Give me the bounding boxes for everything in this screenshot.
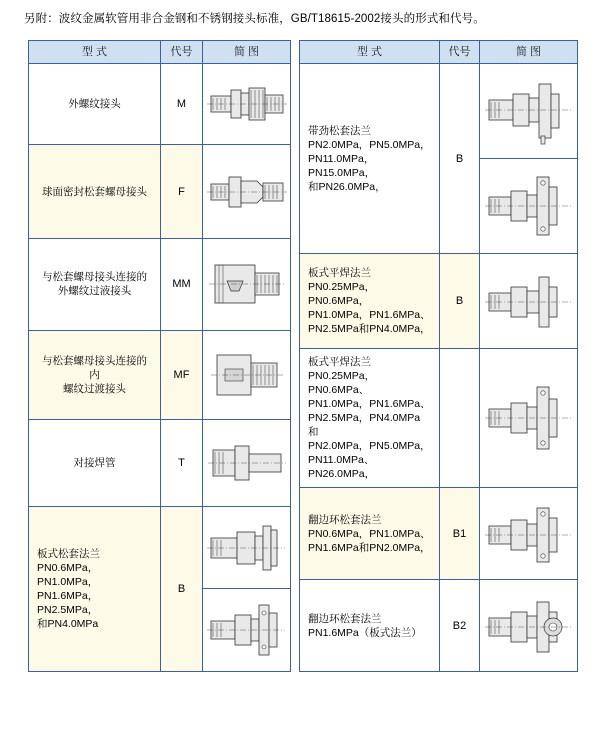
- row-type-cell: 翻边环松套法兰 PN1.6MPa（板式法兰）: [300, 580, 440, 672]
- header-type: 型 式: [29, 41, 161, 64]
- row-type-cell: 与松套螺母接头连接的内 螺纹过渡接头: [29, 330, 161, 420]
- row-type-cell: 板式平焊法兰 PN0.25MPa，PN0.6MPa， PN1.0MPa，PN1.6MPa、 PN2.5MPa和PN4.0MPa，: [300, 254, 440, 349]
- row-code-cell: M: [161, 64, 203, 145]
- plate-lap-joint-flange-figure: [203, 507, 291, 588]
- table-row: [29, 64, 291, 145]
- plate-welding-flange-figure-2: [480, 349, 578, 488]
- table-row: [29, 145, 291, 239]
- header-type: 型 式: [300, 41, 440, 64]
- row-code-cell: T: [161, 420, 203, 507]
- table-header-row: [29, 41, 291, 64]
- left-fitting-table: [28, 40, 291, 672]
- row-type-cell: 外螺纹接头: [29, 64, 161, 145]
- row-type-cell: 带劲松套法兰 PN2.0MPa，PN5.0MPa， PN11.0MPa，PN15.0MPa， 和PN26.0MPa，: [300, 64, 440, 254]
- header-figure: 简 图: [203, 41, 291, 64]
- table-row: [300, 488, 578, 580]
- row-type-cell: 翻边环松套法兰 PN0.6MPa，PN1.0MPa、 PN1.6MPa和PN2.0MPa，: [300, 488, 440, 580]
- flared-ring-lap-flange-figure-2: [480, 580, 578, 672]
- table-row: [29, 330, 291, 420]
- butt-weld-pipe-figure: [203, 420, 291, 507]
- row-code-cell: F: [161, 145, 203, 239]
- table-row: [29, 420, 291, 507]
- header-code: 代号: [161, 41, 203, 64]
- row-code-cell: B1: [440, 488, 480, 580]
- table-row: [300, 254, 578, 349]
- row-code-cell: MM: [161, 238, 203, 330]
- header-figure: 简 图: [480, 41, 578, 64]
- ribbed-lap-joint-flange-figure: [480, 64, 578, 159]
- row-code-cell: B2: [440, 580, 480, 672]
- row-code-cell: [440, 349, 480, 488]
- tables-container: [28, 40, 572, 672]
- table-row: [300, 349, 578, 488]
- row-type-cell: 球面密封松套螺母接头: [29, 145, 161, 239]
- row-code-cell: MF: [161, 330, 203, 420]
- row-code-cell: B: [161, 507, 203, 672]
- right-fitting-table: [299, 40, 578, 672]
- table-row: [29, 507, 291, 588]
- row-code-cell: B: [440, 64, 480, 254]
- plate-lap-joint-flange-figure-2: [203, 588, 291, 671]
- male-thread-fitting-figure: [203, 64, 291, 145]
- table-row: [300, 64, 578, 159]
- spherical-seal-union-nut-figure: [203, 145, 291, 239]
- external-thread-transition-figure: [203, 238, 291, 330]
- table-row: [300, 580, 578, 672]
- table-row: [29, 238, 291, 330]
- row-type-cell: 板式平焊法兰 PN0.25MPa，PN0.6MPa、 PN1.0MPa，PN1.6MPa、 PN2.5MPa，PN4.0MPa 和 PN2.0MPa，PN5.0MPa， PN11.0MPa、PN26.0MPa，: [300, 349, 440, 488]
- plate-welding-flange-figure: [480, 254, 578, 349]
- internal-thread-transition-figure: [203, 330, 291, 420]
- flared-ring-lap-flange-figure: [480, 488, 578, 580]
- page-caption: 另附：波纹金属软管用非合金钢和不锈钢接头标准，GB/T18615-2002接头的形式和代号。: [24, 13, 485, 25]
- row-type-cell: 与松套螺母接头连接的 外螺纹过液接头: [29, 238, 161, 330]
- row-type-cell: 对接焊管: [29, 420, 161, 507]
- row-code-cell: B: [440, 254, 480, 349]
- header-code: 代号: [440, 41, 480, 64]
- table-header-row: [300, 41, 578, 64]
- ribbed-lap-joint-flange-figure-2: [480, 159, 578, 254]
- row-type-cell: 板式松套法兰 PN0.6MPa，PN1.0MPa， PN1.6MPa，PN2.5MPa， 和PN4.0MPa: [29, 507, 161, 672]
